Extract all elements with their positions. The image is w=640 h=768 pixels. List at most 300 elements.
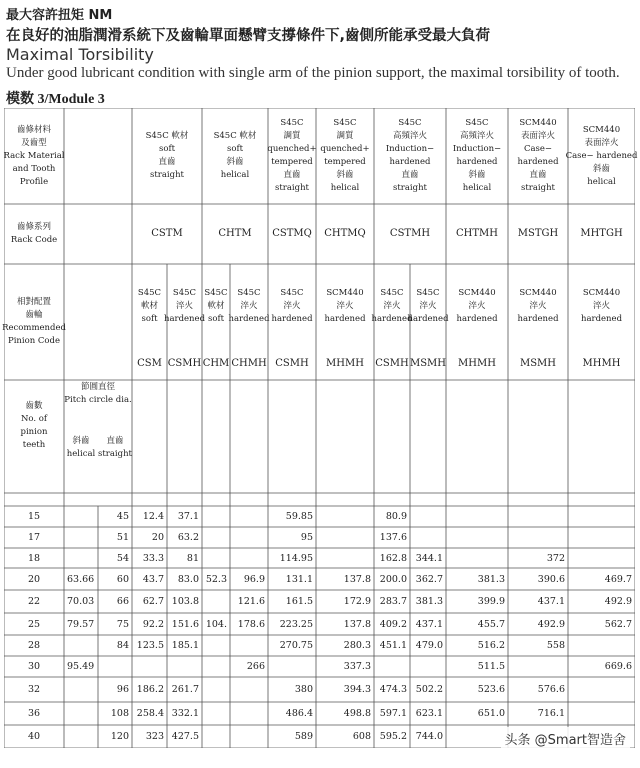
cell-line: hardened xyxy=(228,313,270,324)
cell-line: 直齒 xyxy=(283,170,301,180)
torque-cell: 33.3 xyxy=(142,552,164,564)
torque-cell: 161.5 xyxy=(285,596,313,607)
cell-line: straight xyxy=(98,449,132,459)
torque-cell: 104. xyxy=(205,618,227,630)
rack-material-5-text xyxy=(386,117,434,195)
cell-line: CSTM xyxy=(151,228,183,239)
pinion-material-10-text xyxy=(517,287,558,326)
torque-cell xyxy=(316,506,374,527)
torque-cell: 123.5 xyxy=(136,640,164,651)
torque-cell: 562.7 xyxy=(604,618,632,630)
pinion-code-11 xyxy=(568,348,635,380)
torque-cell xyxy=(202,725,230,748)
teeth-cell: 28 xyxy=(27,640,41,651)
pinion-code-2 xyxy=(167,348,202,380)
torque-cell: 597.1 xyxy=(379,708,407,719)
torque-cell: 266 xyxy=(246,661,265,672)
rack-material-4 xyxy=(316,108,374,204)
module-label: 模数 3/Module 3 xyxy=(6,92,105,107)
torque-cell xyxy=(446,506,508,527)
cell-line: pinion xyxy=(20,427,48,437)
torque-cell xyxy=(410,527,446,548)
cell-line: helical xyxy=(330,183,360,193)
rack-code-2 xyxy=(202,204,268,264)
cell-line: CSMH xyxy=(275,358,309,369)
rack-code-3-text xyxy=(272,227,312,241)
torque-cell: 270.75 xyxy=(279,640,313,651)
torque-cell: 43.7 xyxy=(142,573,164,585)
cell-line: 軟材 xyxy=(140,300,158,311)
cell-line: Pinion Code xyxy=(7,336,61,346)
torque-cell: 323 xyxy=(145,731,164,742)
pinion-material-9-text xyxy=(456,287,497,326)
torque-cell: 437.1 xyxy=(537,596,565,607)
pitch-helical-cell xyxy=(64,527,98,548)
pitch-helical-cell: 79.57 xyxy=(67,618,95,630)
teeth-cell: 15 xyxy=(27,511,41,522)
pinion-code-5 xyxy=(268,348,316,380)
rack-code-1-text xyxy=(151,227,182,241)
rack-code-8 xyxy=(568,204,635,264)
pitch-helical-cell: 63.66 xyxy=(67,573,95,585)
cell-line: S45C xyxy=(280,287,304,298)
cell-line: 淬火 xyxy=(592,300,610,311)
torque-cell: 114.95 xyxy=(279,552,313,564)
cell-line: quenched+ xyxy=(320,144,370,154)
pinion-material-5-text xyxy=(271,287,312,326)
teeth-cell: 22 xyxy=(27,596,41,607)
teeth-cell: 40 xyxy=(27,731,41,742)
teeth-label-text xyxy=(21,400,48,452)
torque-cell xyxy=(568,677,635,702)
torque-cell: 516.2 xyxy=(477,640,505,651)
rack-code-5-text xyxy=(390,227,430,241)
cell-line: S45C xyxy=(237,287,261,298)
cell-line: S45C xyxy=(204,287,228,298)
torque-cell xyxy=(230,635,268,656)
cell-line: 淬火 xyxy=(383,300,401,311)
cell-line: 高頻淬火 xyxy=(392,131,427,141)
pinion-material-3-text xyxy=(204,287,227,326)
rack-material-5 xyxy=(374,108,446,204)
torque-cell: 200.0 xyxy=(379,573,407,585)
pinion-code-7-text xyxy=(375,357,408,371)
pinion-material-4-text xyxy=(228,287,269,326)
cell-line: CSMH xyxy=(167,358,202,369)
torque-cell: 479.0 xyxy=(415,640,443,651)
pinion-material-2 xyxy=(163,264,206,348)
torque-cell: 474.3 xyxy=(379,684,407,695)
torque-cell: 261.7 xyxy=(171,684,199,695)
pinion-material-11 xyxy=(568,264,635,348)
torque-cell xyxy=(230,677,268,702)
cell-line: MHMH xyxy=(458,358,496,369)
torque-cell xyxy=(568,702,635,725)
torque-cell xyxy=(202,702,230,725)
cell-line: hardened xyxy=(163,313,206,324)
torque-cell: 558 xyxy=(546,640,565,651)
rack-code-4-text xyxy=(324,227,365,241)
torque-cell: 81 xyxy=(186,552,199,564)
torque-cell xyxy=(568,635,635,656)
rack-material-2-text xyxy=(214,130,257,182)
torque-cell: 595.2 xyxy=(379,731,407,742)
torque-cell xyxy=(202,548,230,568)
rack-code-8-text xyxy=(580,227,622,241)
torque-cell: 96.9 xyxy=(243,573,265,585)
straight-label xyxy=(98,428,132,468)
torque-cell: 498.8 xyxy=(343,708,371,719)
torque-cell: 523.6 xyxy=(477,684,505,695)
cell-line: 淬火 xyxy=(336,300,354,311)
cell-line: hardened xyxy=(389,157,431,167)
torque-cell: 451.1 xyxy=(379,640,407,651)
rack-material-3 xyxy=(268,108,316,204)
cell-line: 淬火 xyxy=(175,300,193,311)
rack-material-6 xyxy=(446,108,508,204)
torque-cell: 337.3 xyxy=(343,661,371,672)
cell-line: 斜齒 xyxy=(72,436,90,446)
torque-cell: 608 xyxy=(352,731,371,742)
torque-cell: 283.7 xyxy=(379,596,407,607)
rack-material-3-text xyxy=(267,117,316,195)
cell-line: CHM xyxy=(202,358,230,369)
torque-cell: 137.8 xyxy=(343,573,371,585)
pitch-straight-cell: 51 xyxy=(116,532,129,543)
torque-cell: 178.6 xyxy=(237,618,265,630)
cell-line: S45C xyxy=(398,118,422,128)
rack-material-1-text xyxy=(146,130,189,182)
cell-line: 淬火 xyxy=(419,300,437,311)
torque-cell: 344.1 xyxy=(415,552,443,564)
torque-cell xyxy=(568,527,635,548)
cell-line: CHTMH xyxy=(455,228,498,239)
torque-cell xyxy=(568,506,635,527)
cell-line: CSM xyxy=(137,358,162,369)
pinion-material-2-text xyxy=(164,287,205,326)
cell-line: soft xyxy=(141,313,158,324)
cell-line: and Tooth xyxy=(12,163,56,174)
pinion-code-6 xyxy=(316,348,374,380)
cell-line: 斜齒 xyxy=(592,163,610,174)
pinion-label-text xyxy=(2,296,66,348)
rack-code-7-text xyxy=(518,227,558,241)
cell-line: 直齒 xyxy=(106,436,124,446)
cell-line: 表面淬火 xyxy=(584,137,619,148)
cell-line: SCM440 xyxy=(519,118,557,128)
torque-cell: 455.7 xyxy=(477,618,505,630)
cell-line: Rack Code xyxy=(10,235,58,245)
torque-cell: 12.4 xyxy=(142,511,164,522)
cell-line: hardened xyxy=(324,313,366,324)
torque-cell: 223.25 xyxy=(279,618,313,630)
rack-material-label xyxy=(4,108,64,204)
pinion-code-8 xyxy=(410,348,446,380)
subtitle-cn: 在良好的油脂潤滑系統下及齒輪單面懸臂支撐條件下,齒側所能承受最大負荷 xyxy=(6,28,491,44)
pinion-material-4 xyxy=(230,264,268,348)
cell-line: Induction− xyxy=(452,144,502,154)
pinion-code-11-text xyxy=(583,357,621,371)
torque-cell: 162.8 xyxy=(379,552,407,564)
pitch-straight-cell: 60 xyxy=(116,573,129,585)
cell-line: 調質 xyxy=(336,131,354,141)
pinion-code-10 xyxy=(508,348,568,380)
cell-line: Pitch circle dia. xyxy=(64,395,132,405)
cell-line: hardened xyxy=(456,313,498,324)
cell-line: S45C xyxy=(333,118,357,128)
pitch-label-text xyxy=(64,381,131,407)
rack-material-6-text xyxy=(453,117,501,195)
pinion-material-7 xyxy=(371,264,413,348)
rack-code-label-text xyxy=(11,221,57,247)
cell-line: MSTGH xyxy=(517,228,559,239)
torque-cell: 492.9 xyxy=(537,618,565,630)
torque-table xyxy=(2,108,638,748)
torque-cell: 20 xyxy=(151,532,164,543)
cell-line: CSTMH xyxy=(389,228,431,239)
torque-cell xyxy=(230,548,268,568)
pinion-code-6-text xyxy=(326,357,364,371)
torque-cell: 651.0 xyxy=(477,708,505,719)
torque-cell: 103.8 xyxy=(171,596,199,607)
pitch-straight-cell: 45 xyxy=(116,511,129,522)
cell-line: straight xyxy=(393,183,427,193)
cell-line: helical xyxy=(66,449,96,459)
cell-line: hardened xyxy=(407,313,449,324)
torque-cell: 381.3 xyxy=(415,596,443,607)
pitch-helical-cell xyxy=(64,548,98,568)
cell-line: tempered xyxy=(324,157,366,167)
cell-line: 表面淬火 xyxy=(520,131,555,141)
torque-cell xyxy=(446,527,508,548)
torque-cell: 576.6 xyxy=(537,684,565,695)
rack-code-5 xyxy=(374,204,446,264)
torque-cell: 623.1 xyxy=(415,708,443,719)
cell-line: hardened xyxy=(271,313,313,324)
torque-cell xyxy=(446,725,508,748)
cell-line: No. of xyxy=(20,414,48,424)
pitch-straight-cell: 66 xyxy=(116,596,129,607)
torque-cell xyxy=(202,527,230,548)
cell-line: 直齒 xyxy=(529,170,547,180)
rack-material-4-text xyxy=(320,117,369,195)
cell-line: teeth xyxy=(22,440,46,450)
pitch-straight-cell: 54 xyxy=(116,552,129,564)
pinion-code-3-text xyxy=(203,357,230,371)
torque-cell: 83.0 xyxy=(177,573,199,585)
cell-line: quenched+ xyxy=(267,144,317,154)
cell-line: Recommended xyxy=(2,323,66,333)
pinion-code-7 xyxy=(374,348,410,380)
pinion-material-6-text xyxy=(324,287,365,326)
pitch-straight-cell: 75 xyxy=(116,618,129,630)
cell-line: 齒條材料 xyxy=(16,124,51,135)
rack-code-3 xyxy=(268,204,316,264)
teeth-cell: 32 xyxy=(27,684,41,695)
cell-line: hardened xyxy=(456,157,498,167)
cell-line: straight xyxy=(275,183,309,193)
rack-material-8-text xyxy=(566,124,638,189)
pitch-helical-cell: 95.49 xyxy=(67,661,95,672)
pitch-straight-cell: 96 xyxy=(116,684,129,695)
torque-cell: 380 xyxy=(294,684,313,695)
torque-cell: 121.6 xyxy=(237,596,265,607)
torque-cell xyxy=(446,548,508,568)
pitch-helical-cell xyxy=(64,702,98,725)
cell-line: S45C 軟材 xyxy=(213,131,257,141)
torque-cell xyxy=(316,527,374,548)
cell-line: 淬火 xyxy=(283,300,301,311)
cell-line: Profile xyxy=(19,176,49,187)
cell-line: 調質 xyxy=(283,131,301,141)
cell-line: MHMH xyxy=(582,358,621,369)
cell-line: SCM440 xyxy=(582,124,621,135)
rack-material-7 xyxy=(508,108,568,204)
cell-line: helical xyxy=(462,183,492,193)
torque-cell: 59.85 xyxy=(285,511,313,522)
cell-line: 斜齒 xyxy=(336,170,354,180)
pinion-material-6 xyxy=(316,264,374,348)
straight-label-text xyxy=(98,435,132,461)
torque-cell: 409.2 xyxy=(379,618,407,630)
torque-cell: 372 xyxy=(546,552,565,564)
cell-line: 齒條系列 xyxy=(16,222,51,232)
cell-line: MHMH xyxy=(326,358,364,369)
torque-cell: 63.2 xyxy=(177,532,199,543)
rack-material-7-text xyxy=(517,117,558,195)
cell-line: MSMH xyxy=(519,358,557,369)
pinion-code-8-text xyxy=(410,357,446,371)
cell-line: 直齒 xyxy=(401,170,419,180)
torque-cell: 186.2 xyxy=(136,684,164,695)
cell-line: S45C 軟材 xyxy=(145,131,189,141)
torque-cell: 52.3 xyxy=(205,573,227,585)
cell-line: CHTMQ xyxy=(324,228,366,239)
torque-cell: 744.0 xyxy=(415,731,443,742)
torque-cell xyxy=(202,677,230,702)
cell-line: tempered xyxy=(271,157,313,167)
cell-line: hardened xyxy=(517,157,559,167)
cell-line: hardened xyxy=(580,313,623,324)
cell-line: 節圓直徑 xyxy=(80,382,115,392)
torque-cell: 80.9 xyxy=(385,511,407,522)
teeth-cell: 17 xyxy=(27,532,41,543)
pitch-helical-cell xyxy=(64,506,98,527)
torque-cell: 669.6 xyxy=(604,661,632,672)
teeth-cell: 18 xyxy=(27,552,41,564)
pitch-straight-cell: 108 xyxy=(110,708,129,719)
torque-cell xyxy=(410,656,446,677)
torque-cell: 131.1 xyxy=(285,573,313,585)
cell-line: MSMH xyxy=(409,358,447,369)
torque-cell: 469.7 xyxy=(604,573,632,585)
cell-line: 直齒 xyxy=(158,157,176,167)
cell-line: hardened xyxy=(517,313,559,324)
pinion-material-1-text xyxy=(138,287,161,326)
rack-material-2 xyxy=(202,108,268,204)
cell-line: soft xyxy=(226,144,244,154)
rack-code-6 xyxy=(446,204,508,264)
pinion-material-10 xyxy=(508,264,568,348)
pinion-code-1-text xyxy=(137,357,162,371)
teeth-cell: 30 xyxy=(27,661,41,672)
cell-line: CHMH xyxy=(231,358,267,369)
torque-cell: 511.5 xyxy=(477,661,505,672)
cell-line: S45C xyxy=(416,287,440,298)
cell-line: 及齒型 xyxy=(21,137,47,148)
torque-cell: 258.4 xyxy=(136,708,164,719)
pinion-code-9-text xyxy=(458,357,496,371)
torque-cell xyxy=(230,725,268,748)
rack-material-8 xyxy=(565,108,638,204)
cell-line: soft xyxy=(158,144,176,154)
cell-line: straight xyxy=(150,170,184,180)
cell-line: 斜齒 xyxy=(226,157,244,167)
torque-cell: 137.6 xyxy=(379,532,407,543)
pitch-helical-cell xyxy=(64,635,98,656)
torque-cell: 589 xyxy=(294,731,313,742)
rack-code-label xyxy=(4,204,64,264)
torque-cell xyxy=(230,527,268,548)
cell-line: SCM440 xyxy=(582,287,621,298)
rack-code-7 xyxy=(508,204,568,264)
watermark: 头条 @Smart智造舍 xyxy=(501,727,630,750)
torque-cell: 399.9 xyxy=(477,596,505,607)
torque-cell xyxy=(568,548,635,568)
cell-line: 淬火 xyxy=(468,300,486,311)
torque-cell xyxy=(132,656,167,677)
torque-cell: 381.3 xyxy=(477,573,505,585)
pinion-material-7-text xyxy=(371,287,412,326)
cell-line: helical xyxy=(587,176,616,187)
torque-cell xyxy=(374,656,410,677)
cell-line: straight xyxy=(521,183,555,193)
torque-cell: 332.1 xyxy=(171,708,199,719)
rack-material-1 xyxy=(132,108,202,204)
torque-cell xyxy=(202,590,230,613)
cell-line: S45C xyxy=(137,287,162,298)
torque-cell: 151.6 xyxy=(171,618,199,630)
pitch-helical-cell xyxy=(64,677,98,702)
torque-cell: 62.7 xyxy=(142,596,164,607)
torque-cell: 390.6 xyxy=(537,573,565,585)
title-en: Maximal Torsibility xyxy=(6,45,154,64)
pitch-helical-cell xyxy=(64,725,98,748)
pinion-code-4-text xyxy=(231,357,266,371)
torque-cell: 427.5 xyxy=(171,731,199,742)
pitch-straight-cell xyxy=(98,656,132,677)
torque-cell: 95 xyxy=(300,532,313,543)
cell-line: MHTGH xyxy=(580,228,623,239)
cell-line: Induction− xyxy=(385,144,435,154)
torque-cell: 280.3 xyxy=(343,640,371,651)
pinion-material-8-text xyxy=(407,287,448,326)
torque-cell xyxy=(167,656,202,677)
pinion-material-5 xyxy=(268,264,316,348)
torque-cell: 37.1 xyxy=(177,511,199,522)
torque-cell xyxy=(410,506,446,527)
torque-cell xyxy=(268,656,316,677)
torque-cell xyxy=(508,656,568,677)
torque-cell: 137.8 xyxy=(343,618,371,630)
cell-line: 淬火 xyxy=(240,300,258,311)
teeth-cell: 25 xyxy=(27,618,41,630)
cell-line: CHTM xyxy=(218,228,252,239)
pinion-code-9 xyxy=(446,348,508,380)
pinion-material-9 xyxy=(446,264,508,348)
cell-line: helical xyxy=(220,170,250,180)
cell-line: CSMH xyxy=(375,358,409,369)
